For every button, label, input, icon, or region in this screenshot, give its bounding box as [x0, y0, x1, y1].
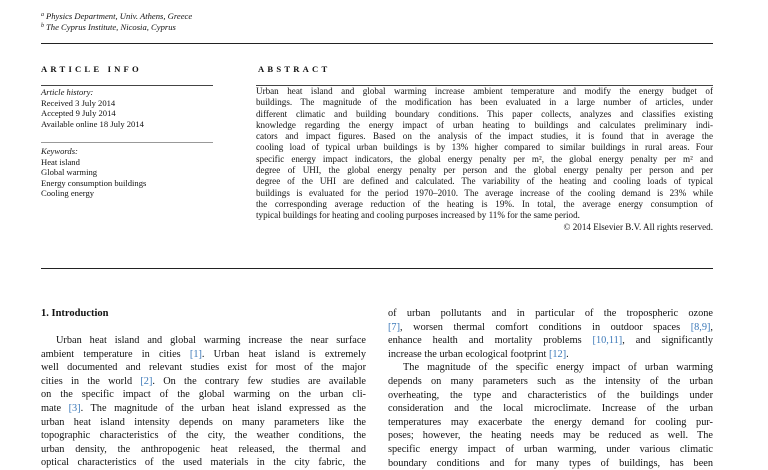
article-info-divider — [41, 142, 213, 143]
copyright: © 2014 Elsevier B.V. All rights reserved. — [563, 221, 713, 232]
body-text: enhance health and mortality problems — [388, 335, 593, 347]
body-text-line — [388, 375, 713, 389]
body-text: Urban heat island and global warming increase the near surface — [56, 335, 366, 346]
abstract-heading: ABSTRACT — [258, 64, 331, 74]
abstract-line: cooling load of typical urban buildings is by 13% higher compared to similar buildings in rural areas. Four — [256, 142, 713, 153]
citation-link[interactable]: [8,9] — [690, 321, 711, 333]
body-text-line — [41, 429, 366, 443]
abstract-line: different climatic and building boundary conditions. This paper collects, analyzes and classifies existing — [256, 108, 713, 119]
body-text: . On the contrary few studies are available — [152, 375, 366, 387]
intro-left-column — [41, 334, 366, 470]
abstract-line: degree of UHI, the global energy penalty per person and the global energy penalty per person and per — [256, 165, 713, 176]
affiliation-text: Physics Department, Univ. Athens, Greece — [46, 11, 193, 21]
abstract-line: typical buildings for heating and cooling purposes increased by 11% for the same period. — [256, 210, 580, 221]
affiliation-mark: a — [41, 12, 44, 18]
keyword-item: Global warming — [41, 167, 98, 178]
intro-right-column — [388, 307, 713, 470]
abstract-line: buildings is evaluated for the period 1970–2010. The average increase of the cooling demand is 23% while — [256, 187, 713, 198]
body-text-line — [41, 375, 366, 389]
body-text-line — [388, 361, 713, 375]
citation-link[interactable]: [12] — [548, 348, 567, 360]
body-text: . — [566, 348, 569, 360]
article-info-rule — [41, 85, 213, 86]
body-text: on the specific impact of the global warming on the urban cli- — [41, 389, 366, 401]
accepted-date: Accepted 9 July 2014 — [41, 108, 116, 119]
body-text: , and significantly — [622, 335, 713, 347]
history-label: Article history: — [41, 87, 94, 97]
body-text-line — [41, 443, 366, 457]
body-text-line — [41, 402, 366, 416]
abstract-line: knowledge regarding the energy impact of urban heating to buildings and calculates preliminary indi- — [256, 119, 713, 130]
body-text-line — [388, 348, 713, 362]
body-text-line — [41, 416, 366, 430]
body-text: increase the urban ecological footprint — [388, 348, 549, 360]
body-text: optical characteristics of the used materials in the city fabric, the — [41, 457, 366, 469]
affiliation-text: The Cyprus Institute, Nicosia, Cyprus — [46, 22, 176, 32]
body-text-line — [388, 334, 713, 348]
body-text: poses; however, the heating needs may be reduced as well. The — [388, 430, 713, 442]
body-text-line — [388, 321, 713, 335]
abstract-line: Urban heat island and global warming increase ambient temperature and modify the energy budget of — [256, 86, 713, 96]
body-text: specific energy impact of urban warming, under various climatic — [388, 443, 713, 455]
body-text-line — [388, 307, 713, 321]
abstract-line: degree of the UHI are defined and calculated. The variability of the heating and cooling loads of typical — [256, 176, 713, 187]
body-text: . The magnitude of the urban heat island expressed as the — [80, 402, 366, 414]
body-text: urban heat island intensity depends on many parameters like the — [41, 416, 366, 428]
citation-link[interactable]: [10,11] — [592, 335, 623, 347]
top-rule — [41, 43, 713, 44]
body-text-line — [388, 389, 713, 403]
body-text-line — [388, 416, 713, 430]
body-text: consideration and the local microclimate. Increase of the urban — [388, 403, 713, 415]
body-text-line — [41, 388, 366, 402]
keywords-block — [41, 146, 146, 199]
body-text: , worsen thermal comfort conditions in outdoor spaces — [400, 321, 691, 333]
section-title: 1. Introduction — [41, 308, 109, 319]
article-info-heading: ARTICLE INFO — [41, 64, 142, 74]
affiliation-b — [41, 21, 176, 33]
body-text: cities in the world — [41, 375, 141, 387]
received-date: Received 3 July 2014 — [41, 97, 116, 108]
body-text: of urban pollutants and in particular of the tropospheric ozone — [388, 308, 713, 319]
body-text-line — [41, 348, 366, 362]
body-text-line — [41, 456, 366, 470]
body-text: ambient temperature in cities — [41, 348, 190, 360]
abstract-line: specific energy impact indicators, the global energy penalty per m², the global energy penalty per m² and — [256, 153, 713, 164]
body-text: temperatures may exacerbate the energy demand for cooling pur- — [388, 416, 713, 428]
abstract-line: buildings. The magnitude of the modification has been evaluated in a large number of articles, under — [256, 97, 713, 108]
article-history — [41, 87, 144, 129]
body-text: The magnitude of the specific energy impact of urban warming — [403, 362, 713, 374]
body-text-line — [41, 361, 366, 375]
affiliation-mark: b — [41, 23, 44, 29]
body-text: topographic characteristics of the city, the weather conditions, the — [41, 430, 366, 442]
body-text: mate — [41, 402, 69, 414]
body-text: depends on many parameters such as the intensity of the urban — [388, 375, 713, 387]
citation-link[interactable]: [1] — [189, 348, 202, 360]
bottom-rule — [41, 268, 713, 269]
keyword-item: Energy consumption buildings — [41, 177, 147, 188]
citation-link[interactable]: [7] — [388, 321, 401, 333]
citation-link[interactable]: [2] — [140, 375, 153, 387]
body-text: overheating, the type and characteristics of the buildings under — [388, 389, 713, 401]
keyword-item: Cooling energy — [41, 188, 95, 199]
body-text: . Urban heat island is extremely — [201, 348, 366, 360]
abstract-line: cators and impact figures. Based on the analysis of the impact studies, it is found that in average the — [256, 131, 713, 142]
body-text: , — [710, 321, 713, 333]
body-text-line — [388, 457, 713, 470]
body-text-line — [41, 334, 366, 348]
keyword-item: Heat island — [41, 156, 80, 167]
body-text: boundary conditions and for many types of buildings, has been — [388, 457, 713, 469]
body-text-line — [388, 402, 713, 416]
body-text-line — [388, 429, 713, 443]
keywords-label: Keywords: — [41, 146, 78, 156]
body-text: urban density, the anthropogenic heat released, the thermal and — [41, 443, 366, 455]
abstract-line: the corresponding average reduction of the heating is 19%. In total, the average energy consumption of — [256, 198, 713, 209]
body-text-line — [388, 443, 713, 457]
abstract-body — [256, 86, 713, 233]
online-date: Available online 18 July 2014 — [41, 118, 144, 129]
body-text: well documented and relevant studies exist for most of the major — [41, 362, 366, 374]
citation-link[interactable]: [3] — [68, 402, 81, 414]
